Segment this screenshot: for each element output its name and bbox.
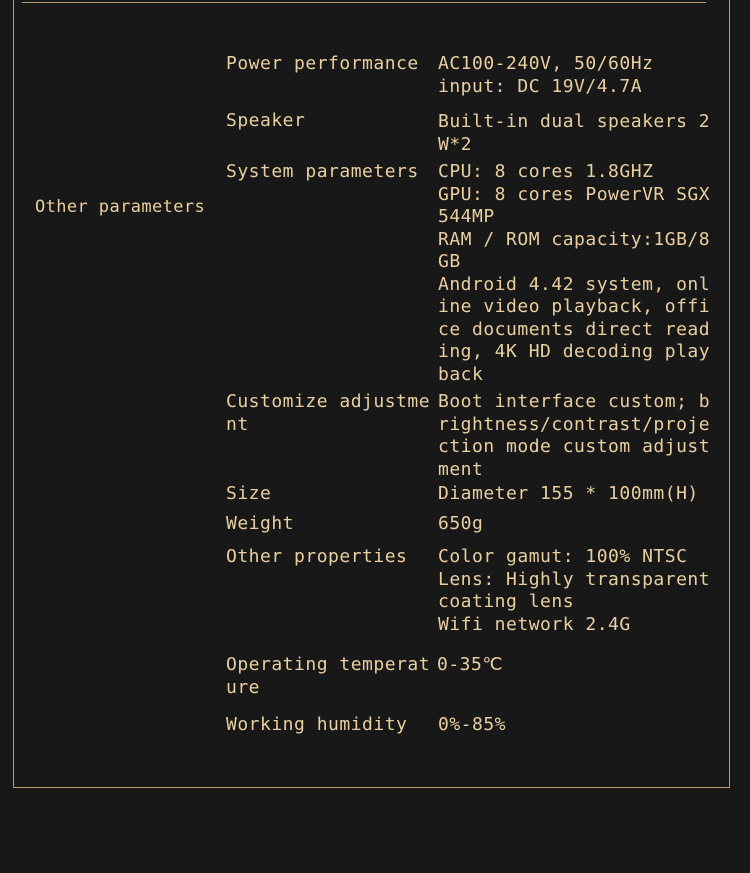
spec-value-line: GPU: 8 cores PowerVR SGX 544MP <box>438 183 711 227</box>
spec-value-temperature <box>437 654 717 677</box>
spec-value-line: Lens: Highly transparent coating lens <box>438 568 711 612</box>
spec-value-line: RAM / ROM capacity:1GB/8GB <box>438 228 711 272</box>
spec-label-power: Power performance <box>226 53 419 74</box>
spec-value-weight <box>438 513 718 536</box>
spec-label-size: Size <box>226 483 272 504</box>
top-divider <box>22 2 706 3</box>
spec-value-line: Color gamut: 100% NTSC <box>438 546 688 567</box>
spec-label-system: System parameters <box>226 161 419 182</box>
spec-value-line: 0%-85% <box>438 714 507 735</box>
spec-value-customize <box>438 391 718 481</box>
spec-value-line: input: DC 19V/4.7A <box>438 75 643 97</box>
spec-value-line: Android 4.42 system, online video playback, office documents direct reading, 4K HD decoding playback <box>438 273 711 385</box>
spec-value-line: 0-35℃ <box>437 654 504 675</box>
spec-value-line: 650g <box>438 513 484 534</box>
spec-value-line: AC100-240V, 50/60Hz <box>438 53 654 74</box>
spec-value-other-properties <box>438 546 718 636</box>
spec-value-system <box>438 161 718 386</box>
spec-value-line: Wifi network 2.4G <box>438 613 631 635</box>
spec-value-line: Boot interface custom; brightness/contrast/projection mode custom adjustment <box>438 391 711 480</box>
spec-value-speaker <box>438 111 718 156</box>
spec-label-temperature: Operating temperature <box>226 654 431 698</box>
spec-label-weight: Weight <box>226 513 295 534</box>
spec-value-line: CPU: 8 cores 1.8GHZ <box>438 161 654 182</box>
spec-label-speaker: Speaker <box>226 110 306 131</box>
spec-value-power <box>438 53 718 98</box>
spec-label-customize: Customize adjustment <box>226 391 431 435</box>
section-label: Other parameters <box>35 197 206 217</box>
spec-value-humidity <box>438 714 718 737</box>
spec-label-humidity: Working humidity <box>226 714 408 735</box>
spec-label-other-properties: Other properties <box>226 546 408 567</box>
spec-value-line: Diameter 155 * 100mm(H) <box>438 483 699 504</box>
spec-value-size <box>438 483 718 506</box>
spec-value-line: Built-in dual speakers 2W*2 <box>438 111 711 155</box>
